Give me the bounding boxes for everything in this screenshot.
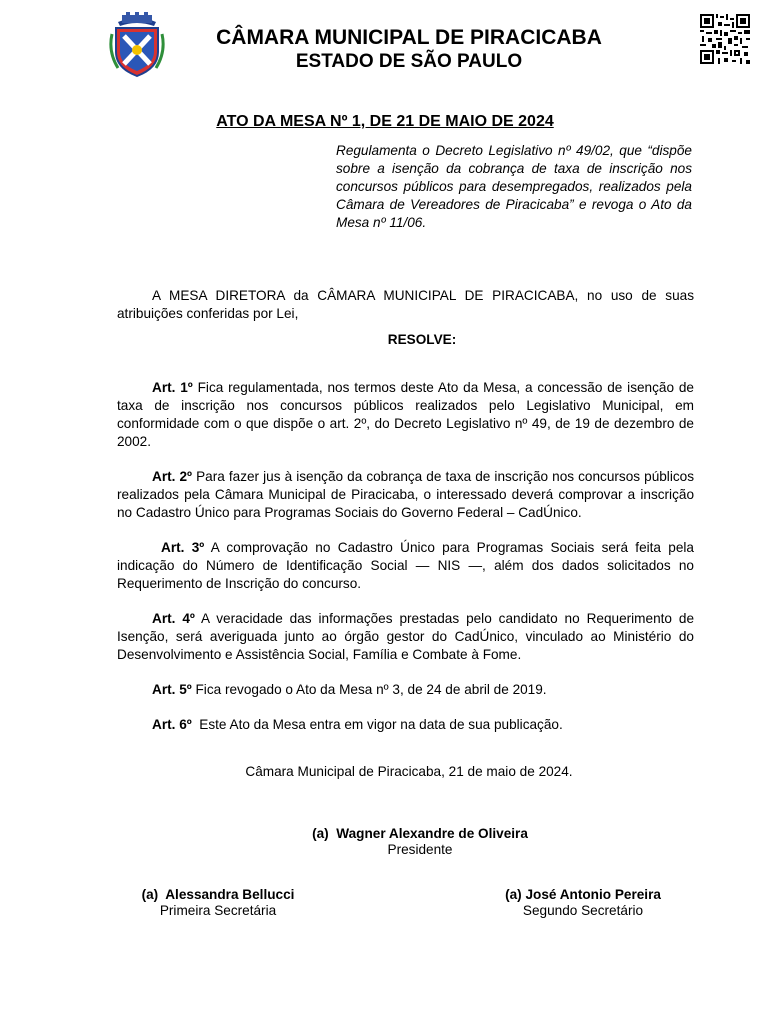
resolve-heading: RESOLVE:	[387, 332, 457, 347]
signature-president	[270, 826, 570, 858]
article-text: Fica regulamentada, nos termos deste Ato da Mesa, a concessão de isenção de taxa de inscrição nos concursos públicos realizados pelo Legislativo Municipal, em conformidade com o que dispõe o art. 2º, do Decreto Legislativo nº 49, de 19 de dezembro de 2002.	[117, 380, 694, 449]
institution-name: CÂMARA MUNICIPAL DE PIRACICABA	[216, 26, 602, 49]
signature-name: (a) José Antonio Pereira	[505, 887, 661, 902]
signature-first-secretary	[118, 887, 318, 919]
preamble-paragraph	[117, 287, 694, 323]
article-3	[117, 539, 694, 593]
closing-place-date: Câmara Municipal de Piracicaba, 21 de maio de 2024.	[245, 764, 573, 779]
preamble-text: A MESA DIRETORA da CÂMARA MUNICIPAL DE PIRACICABA, no uso de suas atribuições conferidas por Lei,	[117, 288, 694, 321]
article-text: Para fazer jus à isenção da cobrança de taxa de inscrição nos concursos públicos realizados pela Câmara Municipal de Piracicaba, o interessado deverá comprovar a inscrição no Cadastro Único para Programas Sociais do Governo Federal – CadÚnico.	[117, 469, 695, 520]
article-label: Art. 1º	[152, 380, 193, 395]
article-text: Fica revogado o Ato da Mesa nº 3, de 24 de abril de 2019.	[191, 682, 547, 697]
article-text: A comprovação no Cadastro Único para Programas Sociais será feita pela indicação do Número de Identificação Social — NIS —, além dos dados solicitados no Requerimento de Inscrição do concurso.	[117, 540, 694, 591]
article-label: Art. 3º	[161, 540, 205, 555]
article-2	[117, 468, 694, 522]
signature-name: (a) Wagner Alexandre de Oliveira	[312, 826, 528, 841]
article-text: Este Ato da Mesa entra em vigor na data de sua publicação.	[191, 717, 563, 732]
article-label: Art. 4º	[152, 611, 195, 626]
signature-role: Segundo Secretário	[522, 903, 644, 918]
signature-name: (a) Alessandra Bellucci	[141, 887, 295, 902]
signature-role: Primeira Secretária	[159, 903, 277, 918]
signature-role: Presidente	[387, 842, 453, 857]
article-label: Art. 2º	[152, 469, 193, 484]
article-label: Art. 6º	[152, 717, 192, 732]
article-label: Art. 5º	[152, 682, 192, 697]
institution-state: ESTADO DE SÃO PAULO	[295, 51, 523, 72]
article-6	[117, 716, 694, 734]
act-title: ATO DA MESA Nº 1, DE 21 DE MAIO DE 2024	[216, 113, 554, 130]
article-1	[117, 379, 694, 451]
act-ementa: Regulamenta o Decreto Legislativo nº 49/02, que “dispõe sobre a isenção da cobrança de taxa de inscrição nos concursos públicos para desempregados, realizados pela Câmara de Vereadores de Piracicaba” e revoga o Ato da Mesa nº 11/06.	[336, 143, 692, 230]
article-5	[117, 681, 694, 699]
article-text: A veracidade das informações prestadas pelo candidato no Requerimento de Isenção, será averiguada junto ao órgão gestor do CadÚnico, vinculado ao Ministério do Desenvolvimento e Assistência Social, Família e Combate à Fome.	[117, 611, 694, 662]
signature-second-secretary	[483, 887, 683, 919]
qr-code-icon	[700, 14, 750, 64]
article-4	[117, 610, 694, 664]
